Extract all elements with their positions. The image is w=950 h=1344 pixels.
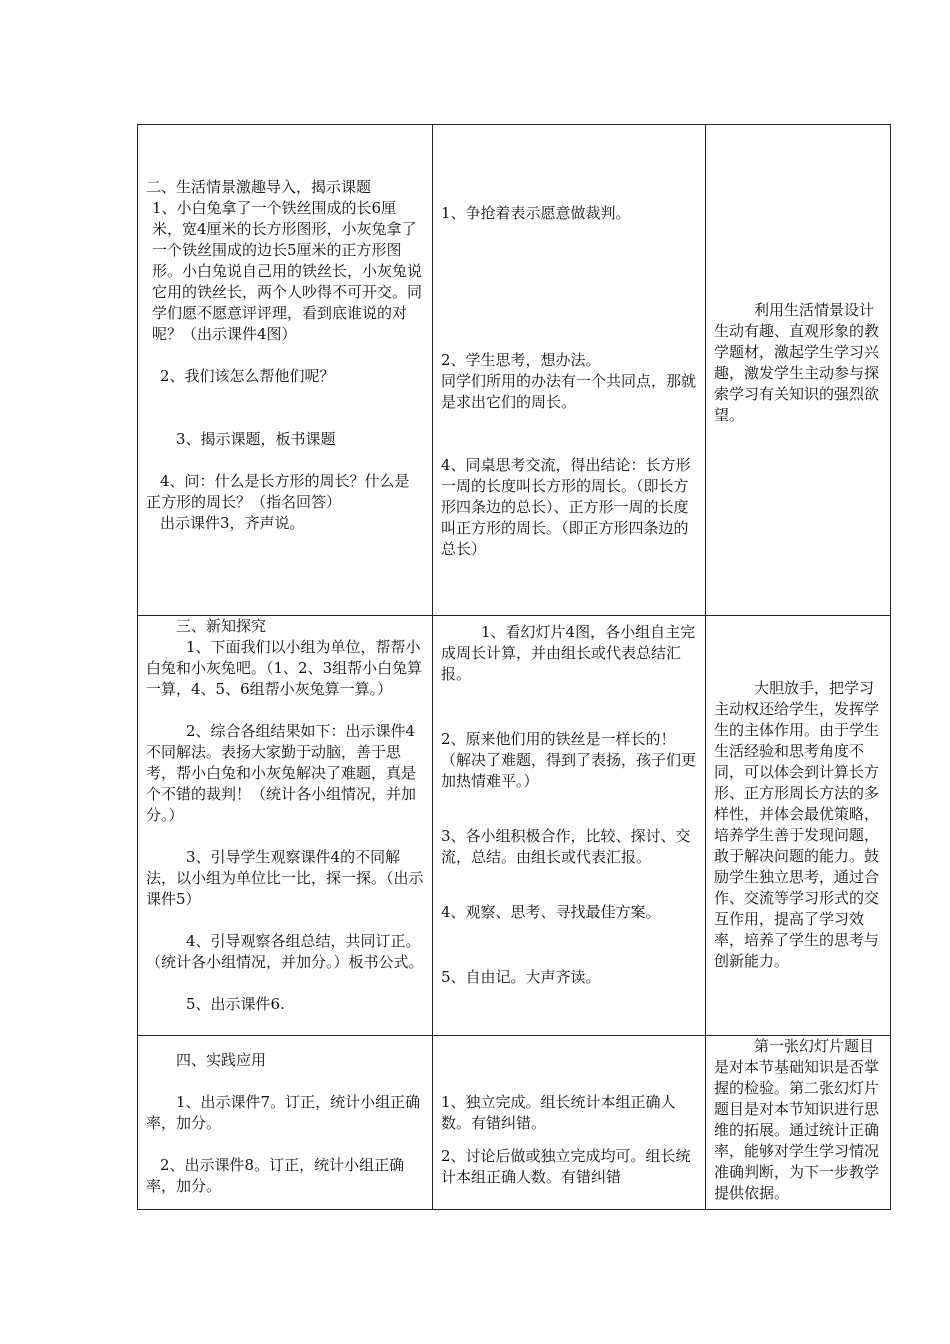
student-step: 3、各小组积极合作，比较、探讨、交流，总结。由组长或代表汇报。 (441, 827, 691, 866)
teacher-activity-cell (138, 616, 433, 1036)
student-activity-cell (433, 1036, 706, 1210)
teacher-activity-cell (138, 125, 433, 616)
teacher-step: 5、出示课件6. (186, 995, 285, 1013)
teacher-activity-cell (138, 1036, 433, 1210)
teacher-step: 2、综合各组结果如下：出示课件4不同解法。表扬大家勤于动脑，善于思考，帮小白兔和小灰兔解决了难题，真是个不错的裁判！（统计各小组情况，并加分。） (146, 722, 417, 824)
section-title: 四、实践应用 (176, 1051, 267, 1069)
student-step: 2、学生思考，想办法。 (441, 351, 601, 369)
teacher-step: 1、下面我们以小组为单位，帮帮小白兔和小灰兔吧。（1、2、3组帮小白兔算一算，4、5、6组帮小灰兔算一算。） (146, 638, 423, 698)
section-title: 三、新知探究 (176, 617, 267, 635)
design-intent-text: 大胆放手，把学习主动权还给学生，发挥学生的主体作用。由于学生生活经验和思考角度不同，可以体会到计算长方形、正方形周长方法的多样性，并体会最优策略，培养学生善于发现问题，敢于解决问题的能力。鼓励学生独立思考，通过合作、交流等学习形式的交互作用，提高了学习效率，培养了学生的思考与创新能力。 (714, 679, 880, 970)
student-step: 同学们所用的办法有一个共同点，那就是求出它们的周长。 (441, 372, 697, 411)
table-row-section-2 (138, 125, 891, 616)
design-intent-cell (706, 616, 891, 1036)
design-intent-text: 利用生活情景设计生动有趣、直观形象的教学题材，激起学生学习兴趣，激发学生主动参与探索学习有关知识的强烈欲望。 (714, 301, 880, 424)
student-step: 1、争抢着表示愿意做裁判。 (441, 204, 631, 222)
student-step: 4、观察、思考、寻找最佳方案。 (441, 903, 661, 921)
student-step: 5、自由记。大声齐读。 (441, 968, 601, 986)
teacher-step: 4、问：什么是长方形的周长？什么是正方形的周长？（指名回答） (146, 472, 410, 511)
teacher-step: 2、我们该怎么帮他们呢？ (160, 367, 335, 385)
teacher-step: 2、出示课件8。订正，统计小组正确率，加分。 (146, 1156, 405, 1195)
student-step: 4、同桌思考交流，得出结论：长方形一周的长度叫长方形的周长。（即长方形四条边的总长）、正方形一周的长度叫正方形的周长。（即正方形四条边的总长） (441, 456, 691, 558)
lesson-plan-table (137, 124, 891, 1210)
student-step: 2、讨论后做或独立完成均可。组长统计本组正确人数。有错纠错 (441, 1147, 691, 1186)
student-activity-cell (433, 125, 706, 616)
table-row-section-4 (138, 1036, 891, 1210)
section-title: 二、生活情景激趣导入，揭示课题 (146, 178, 372, 196)
teacher-step: 3、揭示课题，板书课题 (176, 430, 336, 448)
design-intent-text: 第一张幻灯片题目是对本节基础知识是否掌握的检验。第二张幻灯片题目是对本节知识进行思维的拓展。通过统计正确率，能够对学生学习情况准确判断，为下一步教学提供依据。 (714, 1037, 880, 1202)
teacher-step: 3、引导学生观察课件4的不同解法，以小组为单位比一比，探一探。（出示课件5） (146, 848, 424, 908)
table-row-section-3 (138, 616, 891, 1036)
teacher-step: 4、引导观察各组总结，共同订正。（统计各小组情况，并加分。）板书公式。 (146, 932, 424, 971)
teacher-step: 出示课件3，齐声说。 (160, 514, 305, 532)
teacher-step: 1、小白兔拿了一个铁丝围成的长6厘米，宽4厘米的长方形图形，小灰兔拿了一个铁丝围成的边长5厘米的正方形图形。小白兔说自己用的铁丝长，小灰兔说它用的铁丝长，两个人吵得不可开交。同学们愿不愿意评评理，看到底谁说的对呢？（出示课件4图） (152, 199, 423, 343)
teacher-step: 1、出示课件7。订正，统计小组正确率，加分。 (146, 1093, 421, 1132)
student-activity-cell (433, 616, 706, 1036)
student-step: 1、看幻灯片4图，各小组自主完成周长计算，并由组长或代表总结汇报。 (441, 623, 696, 683)
student-step: 1、独立完成。组长统计本组正确人数。有错纠错。 (441, 1093, 676, 1132)
design-intent-cell (706, 125, 891, 616)
design-intent-cell (706, 1036, 891, 1210)
student-step: 2、原来他们用的铁丝是一样长的！（解决了难题，得到了表扬，孩子们更加热情难平。） (441, 730, 697, 790)
